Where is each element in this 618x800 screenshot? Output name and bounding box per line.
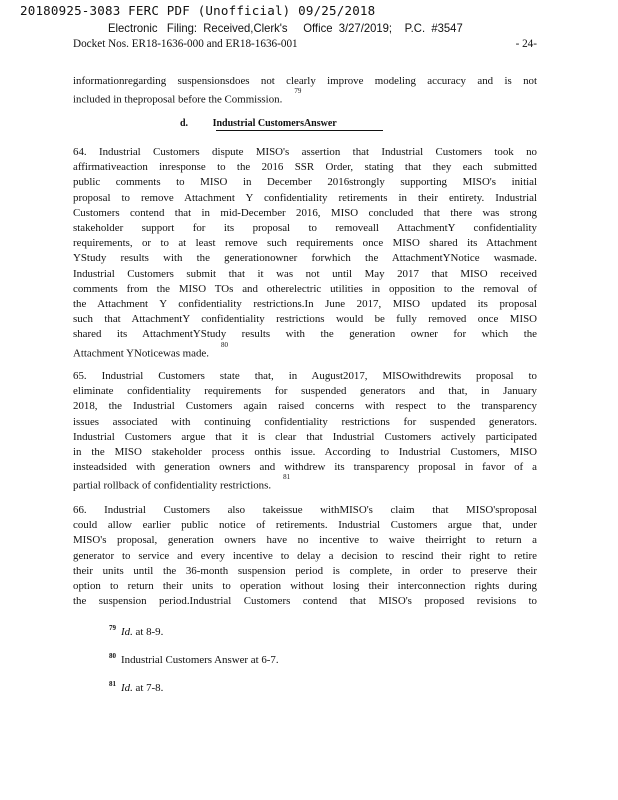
section-letter: d.	[180, 118, 189, 129]
text-line: option to return their units to operation without losing their interconnection rights during	[73, 580, 537, 592]
text-line: proposal to remove Attachment Y confidentiality retirements in their entirety. Industrial	[73, 191, 537, 204]
text-line: in the MISO stakeholder process onthis issue. According to Industrial Customers, MISO	[73, 446, 537, 458]
text-line: 64. Industrial Customers dispute MISO's assertion that Industrial Customers took no	[73, 146, 537, 158]
footnote-79	[109, 626, 163, 638]
text-line: the Attachment Y confidentiality restrictions.In June 2017, MISO updated its proposal	[73, 298, 537, 310]
footnote-text: Id. at 7-8.	[121, 682, 164, 694]
footnote-81	[109, 682, 163, 694]
text-line: stakeholder support for its proposal to removeall AttachmentY confidentiality	[73, 222, 537, 234]
footnote-number: 80	[109, 652, 116, 660]
text-line: such that AttachmentY confidentiality restrictions would be fully removed once MISO	[73, 313, 537, 326]
page-number: - 24-	[515, 38, 537, 50]
text-line: issues associated with continuing confidentiality restrictions for suspended generators.	[73, 415, 537, 428]
text-line: could allow earlier public notice of retirements. Industrial Customers argue that, under	[73, 519, 537, 532]
text-line: MISO's proposal, generation owners have no incentive to waive theirright to return a	[73, 534, 537, 547]
text-line: eliminate confidentiality requirements for suspended generators and that, in January	[73, 385, 537, 398]
footnote-number: 79	[109, 624, 116, 632]
text-line: requirements, or to at least remove such requirements once MISO shared its Attachment	[73, 237, 537, 250]
text-line: affirmativeaction inresponse to the 2016 SSR Order, stating that they each submitted	[73, 161, 537, 174]
text-line: Industrial Customers argue that it is clear that Industrial Customers actively participated	[73, 430, 537, 443]
text-line: informationregarding suspensionsdoes not clearly improve modeling accuracy and is not	[73, 75, 537, 87]
text-line: the suspension period.Industrial Customers contend that MISO's proposed revisions to	[73, 595, 537, 608]
footnote-reference: 80	[220, 340, 228, 349]
text-line: insteadsided with generation owners and withdrew its transparency proposal in favor of a	[73, 461, 537, 474]
ferc-stamp: 20180925-3083 FERC PDF (Unofficial) 09/25/2018	[20, 3, 376, 18]
heading-underline	[216, 130, 383, 131]
text-line: included in theproposal before the Commission.$^{79}$	[73, 87, 302, 106]
footnote-80	[109, 654, 279, 666]
docket-line	[73, 38, 537, 50]
text-line: comments from the MISO TOs and otherelectric utilities in opposition to the removal of	[73, 282, 537, 295]
section-title: Industrial CustomersAnswer	[212, 118, 337, 129]
text-line: Industrial Customers submit that it was not until May 2017 that MISO received	[73, 267, 537, 280]
text-line: 65. Industrial Customers state that, in August2017, MISOwithdrewits proposal to	[73, 370, 537, 382]
text-line: Attachment YNoticewas made.$^{80}$	[73, 340, 228, 360]
text-line: shared its AttachmentYStudy results with the generation owner for which the	[73, 328, 537, 341]
footnote-reference: 81	[283, 473, 291, 482]
text-line: 2018, the Industrial Customers again raised concerns with respect to the transparency	[73, 400, 537, 413]
efiling-line: Electronic Filing: Received,Clerk's Office 3/27/2019; P.C. #3547	[108, 21, 463, 35]
text-line: public comments to MISO in December 2016strongly supporting MISO's initial	[73, 176, 537, 189]
footnote-text: Id. at 8-9.	[121, 626, 164, 638]
docket-numbers: Docket Nos. ER18-1636-000 and ER18-1636-001	[73, 38, 298, 50]
text-line: YStudy results with the generationowner forwhich the AttachmentYNotice wasmade.	[73, 252, 537, 265]
footnote-number: 81	[109, 680, 116, 688]
text-line: generator to service and every incentive to delay a decision to rescind their right to retire	[73, 549, 537, 562]
text-line: partial rollback of confidentiality restrictions.$^{81}$	[73, 473, 291, 493]
text-line: their units until the 36-month suspension period is complete, in order to preserve their	[73, 564, 537, 577]
footnote-text: Industrial Customers Answer at 6-7.	[121, 654, 279, 666]
text-line: Customers contend that in mid-December 2016, MISO concluded that there was strong	[73, 206, 537, 219]
text-line: 66. Industrial Customers also takeissue withMISO's claim that MISO'sproposal	[73, 504, 537, 516]
footnote-reference: 79	[294, 87, 302, 96]
section-heading	[180, 118, 337, 129]
